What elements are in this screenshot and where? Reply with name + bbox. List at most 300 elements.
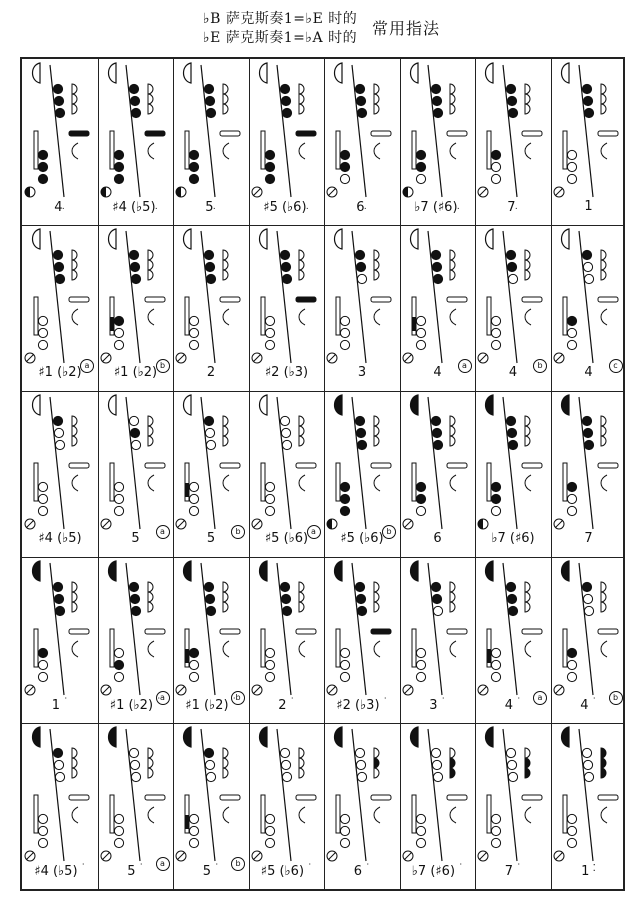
side-bar-key-icon	[69, 297, 89, 302]
top-tone-hole-icon	[204, 416, 213, 425]
palm-key-icon	[374, 260, 379, 270]
bottom-tone-hole-icon	[567, 826, 576, 835]
low-key-curve-icon	[223, 641, 229, 657]
bottom-tone-hole-icon	[416, 494, 425, 503]
note-label	[22, 199, 98, 223]
bottom-tone-hole-icon	[567, 494, 576, 503]
palm-key-icon	[374, 748, 379, 758]
bottom-tone-hole-icon	[114, 482, 123, 491]
octave-key-icon	[184, 727, 192, 747]
fingering-diagram	[173, 557, 249, 697]
side-key-rail-icon	[336, 131, 340, 169]
bottom-tone-hole-icon	[567, 316, 576, 325]
palm-key-icon	[148, 426, 153, 436]
top-tone-hole-icon	[53, 84, 62, 93]
octave-dot-mark: ˙	[588, 697, 597, 708]
palm-key-icon	[148, 104, 153, 114]
top-tone-hole-icon	[355, 748, 364, 757]
fingering-diagram	[400, 557, 476, 697]
bottom-tone-hole-icon	[567, 672, 576, 681]
low-key-curve-icon	[72, 641, 78, 657]
fingering-diagram	[551, 557, 627, 697]
palm-key-icon	[299, 758, 304, 768]
low-key-curve-icon	[374, 807, 380, 823]
bottom-tone-hole-icon	[38, 328, 47, 337]
title-line-bb-sax: ♭B 萨克斯奏1=♭E 时的	[203, 11, 358, 27]
palm-key-icon	[148, 416, 153, 426]
top-tone-hole-icon	[280, 416, 289, 425]
note-label-text: ♭7 (♯6)	[414, 200, 458, 215]
bottom-tone-hole-icon	[265, 150, 274, 159]
top-tone-hole-icon	[584, 108, 593, 117]
top-tone-hole-icon	[356, 262, 365, 271]
top-tone-hole-icon	[282, 606, 291, 615]
note-label	[475, 863, 551, 887]
note-label-text: ♯1 (♭2)	[38, 365, 82, 380]
note-label	[249, 365, 325, 389]
fingering-cell	[22, 557, 98, 723]
octave-dot-mark: ˙	[77, 863, 86, 874]
top-tone-hole-icon	[130, 594, 139, 603]
grid-column-divider	[249, 59, 250, 889]
palm-key-icon	[601, 250, 606, 260]
top-tone-hole-icon	[582, 84, 591, 93]
palm-key-icon	[374, 758, 379, 768]
low-key-curve-icon	[299, 641, 305, 657]
octave-key-icon	[561, 395, 569, 415]
palm-key-icon	[450, 758, 455, 768]
octave-dot-mark: ̣	[155, 199, 159, 210]
note-label-text: ♯1 (♭2)	[109, 698, 154, 713]
top-tone-hole-icon	[508, 440, 517, 449]
note-label-text: 7	[504, 864, 514, 879]
side-key-rail-icon	[336, 629, 340, 667]
side-key-pressed-icon	[487, 649, 491, 663]
fingering-cell	[98, 723, 174, 889]
bell-key-icon	[178, 355, 185, 362]
palm-key-icon	[299, 426, 304, 436]
bottom-tone-hole-icon	[189, 328, 198, 337]
fingering-diagram	[249, 391, 325, 531]
note-label-text: ♯1 (♭2)	[113, 365, 158, 380]
fingering-cell	[22, 723, 98, 889]
palm-key-icon	[601, 582, 606, 592]
palm-key-icon	[72, 94, 77, 104]
low-key-curve-icon	[72, 475, 78, 491]
side-bar-key-icon	[598, 131, 618, 136]
top-tone-hole-icon	[205, 428, 214, 437]
top-tone-hole-icon	[507, 428, 516, 437]
top-tone-hole-icon	[357, 108, 366, 117]
fingering-cell	[400, 59, 476, 225]
variant-badge: c	[609, 359, 623, 373]
top-tone-hole-icon	[507, 760, 516, 769]
octave-key-icon	[561, 229, 569, 249]
low-key-curve-icon	[72, 143, 78, 159]
bell-key-icon	[102, 355, 109, 362]
palm-key-icon	[374, 104, 379, 114]
side-bar-key-icon	[145, 629, 165, 634]
octave-key-icon	[184, 229, 192, 249]
palm-key-icon	[148, 270, 153, 280]
variant-badge: a	[156, 525, 170, 539]
top-tone-hole-icon	[355, 84, 364, 93]
fingering-diagram	[475, 225, 551, 365]
bottom-tone-hole-icon	[38, 814, 47, 823]
octave-dot-mark: ˙	[513, 697, 522, 708]
note-label-text: ♯5 (♭6)	[263, 200, 307, 215]
top-tone-hole-icon	[129, 748, 138, 757]
palm-key-icon	[72, 260, 77, 270]
palm-key-icon	[223, 768, 228, 778]
palm-key-icon	[374, 426, 379, 436]
palm-key-icon	[450, 416, 455, 426]
palm-key-icon	[601, 748, 606, 758]
bottom-tone-hole-icon	[416, 340, 425, 349]
fingering-diagram	[98, 557, 174, 697]
note-label-text: 6	[353, 864, 363, 879]
note-label	[551, 863, 627, 887]
bottom-tone-hole-icon	[416, 660, 425, 669]
variant-badge: b	[382, 525, 396, 539]
top-tone-hole-icon	[507, 594, 516, 603]
bottom-tone-hole-icon	[38, 506, 47, 515]
palm-key-icon	[148, 602, 153, 612]
palm-key-icon	[299, 104, 304, 114]
fingering-cell	[475, 557, 551, 723]
palm-key-icon	[223, 426, 228, 436]
palm-key-icon	[148, 768, 153, 778]
octave-dot-mark: ̣	[457, 199, 461, 210]
low-key-curve-icon	[223, 309, 229, 325]
bottom-tone-hole-icon	[416, 672, 425, 681]
note-label-text: 6	[433, 531, 442, 546]
fingering-diagram	[22, 391, 98, 531]
palm-key-icon	[601, 768, 606, 778]
octave-key-icon	[259, 229, 267, 249]
top-tone-hole-icon	[508, 772, 517, 781]
octave-key-icon	[335, 229, 343, 249]
palm-key-icon	[148, 94, 153, 104]
note-label	[22, 697, 98, 721]
bottom-tone-hole-icon	[567, 340, 576, 349]
bottom-tone-hole-icon	[114, 162, 123, 171]
bell-key-icon	[480, 189, 487, 196]
octave-key-icon	[486, 63, 494, 83]
top-tone-hole-icon	[130, 760, 139, 769]
bottom-tone-hole-icon	[416, 648, 425, 657]
side-bar-key-icon	[296, 131, 316, 136]
bottom-tone-hole-icon	[416, 174, 425, 183]
top-tone-hole-icon	[130, 262, 139, 271]
side-key-rail-icon	[34, 297, 38, 335]
bell-key-icon	[329, 853, 336, 860]
side-key-rail-icon	[336, 297, 340, 335]
octave-key-icon	[184, 395, 192, 415]
top-tone-hole-icon	[129, 582, 138, 591]
fingering-diagram	[324, 557, 400, 697]
bottom-tone-hole-icon	[340, 648, 349, 657]
bell-key-icon	[27, 687, 34, 694]
octave-dot-mark: ˙	[455, 863, 464, 874]
note-label-text: 4	[584, 365, 593, 380]
side-bar-key-icon	[447, 297, 467, 302]
fingering-cell	[249, 59, 325, 225]
octave-key-icon	[486, 561, 494, 581]
bell-key-pressed-icon	[403, 187, 408, 197]
palm-key-icon	[299, 748, 304, 758]
palm-key-icon	[299, 436, 304, 446]
side-key-rail-icon	[487, 795, 491, 833]
top-tone-hole-icon	[281, 760, 290, 769]
octave-key-icon	[33, 727, 41, 747]
bottom-tone-hole-icon	[38, 482, 47, 491]
side-bar-key-icon	[220, 131, 240, 136]
note-label	[400, 697, 476, 721]
top-tone-hole-icon	[55, 606, 64, 615]
side-key-rail-icon	[563, 131, 567, 169]
note-label	[400, 863, 476, 887]
side-key-pressed-icon	[110, 317, 114, 331]
bottom-tone-hole-icon	[38, 494, 47, 503]
octave-dot-mark: ˙	[286, 697, 295, 708]
octave-dot-mark: ˙	[228, 697, 237, 708]
bottom-tone-hole-icon	[114, 660, 123, 669]
palm-key-icon	[374, 582, 379, 592]
palm-key-icon	[223, 94, 228, 104]
bottom-tone-hole-icon	[265, 506, 274, 515]
bell-key-icon	[253, 521, 260, 528]
bottom-tone-hole-icon	[340, 174, 349, 183]
bottom-tone-hole-icon	[340, 494, 349, 503]
palm-key-icon	[223, 104, 228, 114]
top-tone-hole-icon	[55, 440, 64, 449]
variant-badge: a	[156, 857, 170, 871]
top-tone-hole-icon	[282, 108, 291, 117]
top-tone-hole-icon	[506, 582, 515, 591]
palm-key-icon	[299, 94, 304, 104]
top-tone-hole-icon	[131, 274, 140, 283]
bottom-tone-hole-icon	[340, 826, 349, 835]
top-tone-hole-icon	[54, 262, 63, 271]
octave-key-icon	[561, 63, 569, 83]
note-label	[173, 365, 249, 389]
fingering-cell	[475, 723, 551, 889]
top-tone-hole-icon	[54, 760, 63, 769]
fingering-diagram	[324, 59, 400, 199]
top-tone-hole-icon	[131, 606, 140, 615]
variant-badge: a	[307, 525, 321, 539]
bottom-tone-hole-icon	[340, 814, 349, 823]
fingering-diagram	[98, 723, 174, 863]
octave-key-icon	[335, 63, 343, 83]
fingering-cell	[400, 723, 476, 889]
bottom-tone-hole-icon	[265, 826, 274, 835]
bottom-tone-hole-icon	[491, 660, 500, 669]
note-label-text: 4	[54, 200, 63, 215]
fingering-diagram	[98, 225, 174, 365]
low-key-curve-icon	[450, 641, 456, 657]
top-tone-hole-icon	[584, 772, 593, 781]
bottom-tone-hole-icon	[189, 174, 198, 183]
top-tone-hole-icon	[357, 772, 366, 781]
bell-key-pressed-icon	[327, 519, 332, 529]
fingering-cell	[324, 557, 400, 723]
grid-column-divider	[98, 59, 99, 889]
top-tone-hole-icon	[54, 594, 63, 603]
bottom-tone-hole-icon	[340, 316, 349, 325]
octave-key-icon	[108, 561, 116, 581]
note-label-text: 5	[127, 864, 136, 879]
bottom-tone-hole-icon	[265, 174, 274, 183]
palm-key-icon	[525, 94, 530, 104]
palm-key-icon	[450, 84, 455, 94]
bottom-tone-hole-icon	[416, 482, 425, 491]
bottom-tone-hole-icon	[38, 316, 47, 325]
fingering-cell	[324, 59, 400, 225]
fingering-diagram	[173, 391, 249, 531]
note-label-text: 5	[205, 200, 214, 215]
octave-key-icon	[33, 229, 41, 249]
low-key-curve-icon	[374, 143, 380, 159]
title-suffix: 常用指法	[372, 19, 441, 38]
octave-key-icon	[108, 727, 116, 747]
palm-key-icon	[525, 436, 530, 446]
fingering-diagram	[173, 225, 249, 365]
note-label-text: 1	[51, 698, 61, 713]
bottom-tone-hole-icon	[567, 648, 576, 657]
bottom-tone-hole-icon	[416, 826, 425, 835]
palm-key-icon	[72, 104, 77, 114]
side-bar-key-icon	[296, 297, 316, 302]
palm-key-icon	[525, 592, 530, 602]
octave-key-icon	[108, 395, 116, 415]
note-label-text: 4	[580, 698, 589, 713]
fingering-diagram	[400, 723, 476, 863]
variant-badge: a	[458, 359, 472, 373]
side-bar-key-icon	[69, 795, 89, 800]
top-tone-hole-icon	[355, 416, 364, 425]
side-bar-key-icon	[296, 463, 316, 468]
low-key-curve-icon	[223, 807, 229, 823]
fingering-diagram	[475, 391, 551, 531]
palm-key-icon	[525, 768, 530, 778]
palm-key-icon	[450, 104, 455, 114]
palm-key-icon	[72, 592, 77, 602]
top-tone-hole-icon	[506, 416, 515, 425]
octave-dot-mark: ˙	[211, 863, 220, 874]
note-label-text: 7	[584, 531, 593, 546]
bottom-tone-hole-icon	[416, 814, 425, 823]
octave-dot-mark: ̣	[62, 199, 66, 210]
bottom-tone-hole-icon	[114, 838, 123, 847]
top-tone-hole-icon	[282, 772, 291, 781]
bottom-tone-hole-icon	[491, 328, 500, 337]
fingering-diagram	[22, 723, 98, 863]
bottom-tone-hole-icon	[340, 162, 349, 171]
bottom-tone-hole-icon	[38, 162, 47, 171]
low-key-curve-icon	[601, 143, 607, 159]
grid-row-divider	[22, 723, 623, 724]
fingering-cell	[551, 391, 627, 557]
top-tone-hole-icon	[281, 262, 290, 271]
top-tone-hole-icon	[129, 250, 138, 259]
palm-key-icon	[601, 416, 606, 426]
top-tone-hole-icon	[582, 582, 591, 591]
bell-key-icon	[480, 355, 487, 362]
low-key-curve-icon	[299, 309, 305, 325]
bell-key-icon	[555, 853, 562, 860]
side-key-rail-icon	[34, 131, 38, 169]
bell-key-icon	[102, 853, 109, 860]
octave-dot-mark: ˙	[379, 697, 388, 708]
octave-key-icon	[259, 63, 267, 83]
note-label-text: ♯5 (♭6)	[260, 864, 305, 879]
palm-key-icon	[223, 758, 228, 768]
top-tone-hole-icon	[431, 748, 440, 757]
note-label	[249, 863, 325, 887]
bottom-tone-hole-icon	[189, 494, 198, 503]
fingering-diagram	[98, 391, 174, 531]
bottom-tone-hole-icon	[340, 672, 349, 681]
top-tone-hole-icon	[582, 416, 591, 425]
top-tone-hole-icon	[206, 274, 215, 283]
bell-key-icon	[102, 687, 109, 694]
top-tone-hole-icon	[356, 428, 365, 437]
top-tone-hole-icon	[582, 748, 591, 757]
palm-key-icon	[374, 94, 379, 104]
top-tone-hole-icon	[131, 772, 140, 781]
fingering-diagram	[400, 391, 476, 531]
top-tone-hole-icon	[206, 108, 215, 117]
palm-key-icon	[72, 84, 77, 94]
fingering-diagram	[324, 391, 400, 531]
variant-badge: b	[609, 691, 623, 705]
bottom-tone-hole-icon	[340, 482, 349, 491]
octave-key-icon	[259, 395, 267, 415]
bottom-tone-hole-icon	[189, 648, 198, 657]
top-tone-hole-icon	[53, 250, 62, 259]
top-tone-hole-icon	[431, 416, 440, 425]
palm-key-icon	[450, 582, 455, 592]
bottom-tone-hole-icon	[491, 162, 500, 171]
bottom-tone-hole-icon	[340, 838, 349, 847]
top-tone-hole-icon	[204, 84, 213, 93]
bottom-tone-hole-icon	[491, 174, 500, 183]
low-key-curve-icon	[601, 309, 607, 325]
octave-key-icon	[108, 229, 116, 249]
fingering-cell	[551, 557, 627, 723]
top-tone-hole-icon	[431, 582, 440, 591]
low-key-curve-icon	[601, 475, 607, 491]
side-key-rail-icon	[412, 629, 416, 667]
side-bar-key-icon	[145, 795, 165, 800]
fingering-diagram	[249, 225, 325, 365]
top-tone-hole-icon	[506, 84, 515, 93]
bottom-tone-hole-icon	[38, 648, 47, 657]
side-bar-key-icon	[522, 629, 542, 634]
bottom-tone-hole-icon	[416, 838, 425, 847]
palm-key-icon	[601, 104, 606, 114]
variant-badge: b	[231, 525, 245, 539]
bottom-tone-hole-icon	[340, 506, 349, 515]
top-tone-hole-icon	[432, 594, 441, 603]
bottom-tone-hole-icon	[189, 316, 198, 325]
top-tone-hole-icon	[357, 274, 366, 283]
bottom-tone-hole-icon	[189, 814, 198, 823]
fingering-cell	[22, 391, 98, 557]
palm-key-icon	[72, 602, 77, 612]
